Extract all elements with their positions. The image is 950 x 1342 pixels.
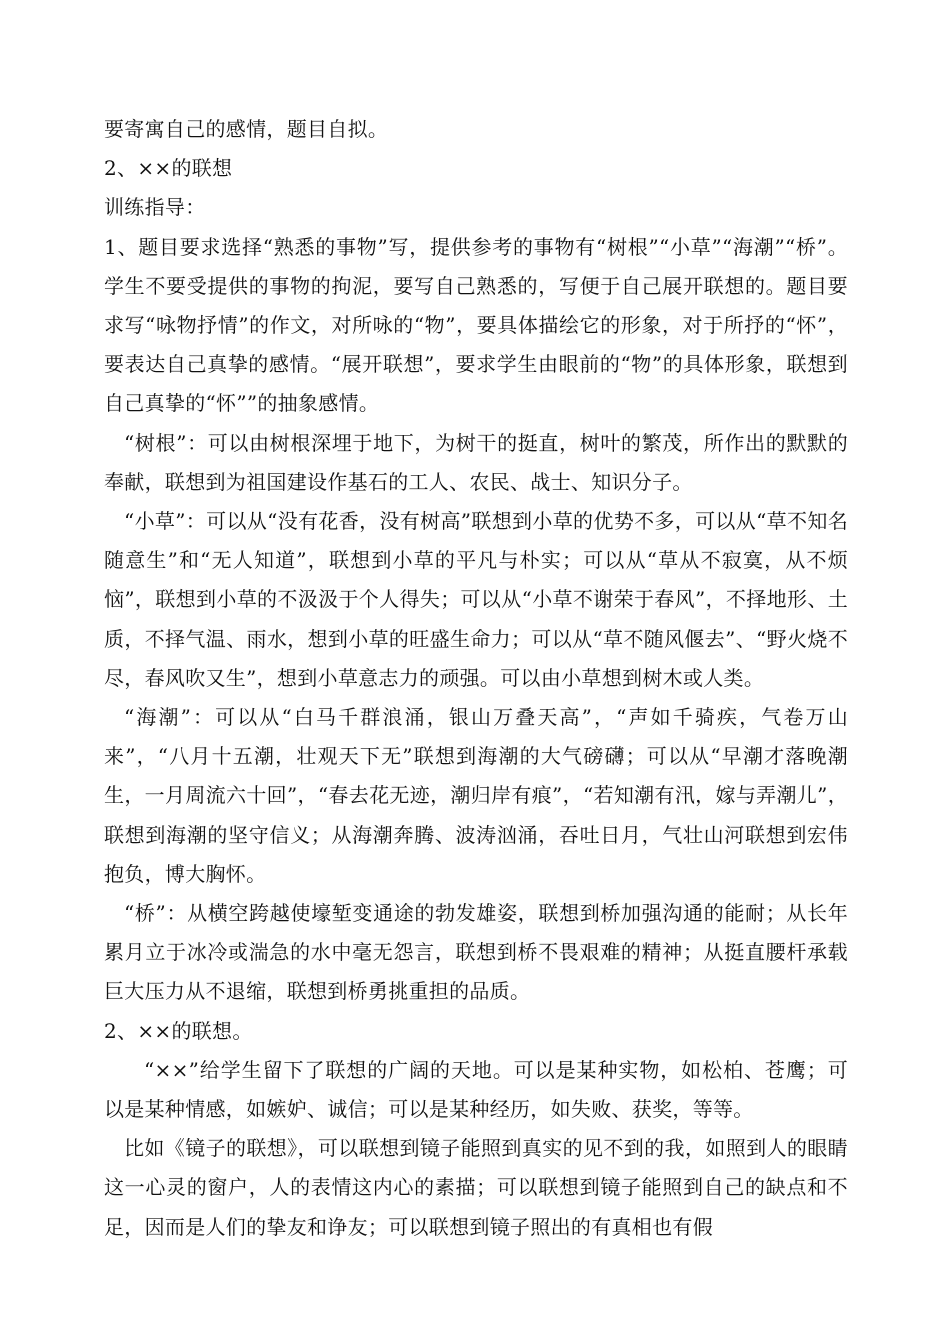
paragraph-intro: 要寄寓自己的感情，题目自拟。 [104, 117, 389, 141]
paragraph-grass: “小草”：可以从“没有花香，没有树高”联想到小草的优势不多，可以从“草不知名随意生”和“无人知道”，联想到小草的平凡与朴实；可以从“草从不寂寞，从不烦恼”，联想到小草的不汲汲于个人得失；可以从“小草不谢荣于春风”，不择地形、土质，不择气温、雨水，想到小草的旺盛生命力；可以从“草不随风偃去”、“野火烧不尽，春风吹又生”，想到小草意志力的顽强。可以由小草想到树木或人类。 [104, 509, 848, 690]
heading-training-guide: 训练指导： [104, 195, 206, 220]
paragraph-xx-association: “××”给学生留下了联想的广阔的天地。可以是某种实物，如松柏、苍鹰；可以是某种情感，如嫉妒、诚信；可以是某种经历，如失败、获奖，等等。 [104, 1057, 848, 1122]
heading-association-1: 2、××的联想 [104, 156, 233, 181]
document-body [104, 110, 848, 1247]
paragraph-mirror-example: 比如《镜子的联想》，可以联想到镜子能照到真实的见不到的我，如照到人的眼睛这一心灵的窗户，人的表情这内心的素描；可以联想到镜子能照到自己的缺点和不足，因而是人们的挚友和诤友；可以联想到镜子照出的有真相也有假 [104, 1136, 848, 1239]
paragraph-bridge: “桥”：从横空跨越使壕堑变通途的勃发雄姿，联想到桥加强沟通的能耐；从长年累月立于冰冷或湍急的水中毫无怨言，联想到桥不畏艰难的精神；从挺直腰杆承载巨大压力从不退缩，联想到桥勇挑重担的品质。 [104, 901, 848, 1004]
paragraph-topic-requirements: 1、题目要求选择“熟悉的事物”写，提供参考的事物有“树根”“小草”“海潮”“桥”。学生不要受提供的事物的拘泥，要写自己熟悉的，写便于自己展开联想的。题目要求写“咏物抒情”的作文，对所咏的“物”，要具体描绘它的形象，对于所抒的“怀”，要表达自己真挚的感情。“展开联想”，要求学生由眼前的“物”的具体形象，联想到自己真挚的“怀””的抽象感情。 [104, 234, 848, 416]
heading-association-2: 2、××的联想。 [104, 1018, 253, 1043]
paragraph-tide: “海潮”：可以从“白马千群浪涌，银山万叠天高”，“声如千骑疾，气卷万山来”，“八月十五潮，壮观天下无”联想到海潮的大气磅礴；可以从“早潮才落晚潮生，一月周流六十回”，“春去花无迹，潮归岸有痕”，“若知潮有汛，嫁与弄潮儿”，联想到海潮的坚守信义；从海潮奔腾、波涛汹涌，吞吐日月，气壮山河联想到宏伟抱负，博大胸怀。 [104, 705, 848, 886]
paragraph-tree-root: “树根”：可以由树根深埋于地下，为树干的挺直，树叶的繁茂，所作出的默默的奉献，联想到为祖国建设作基石的工人、农民、战士、知识分子。 [104, 430, 848, 494]
